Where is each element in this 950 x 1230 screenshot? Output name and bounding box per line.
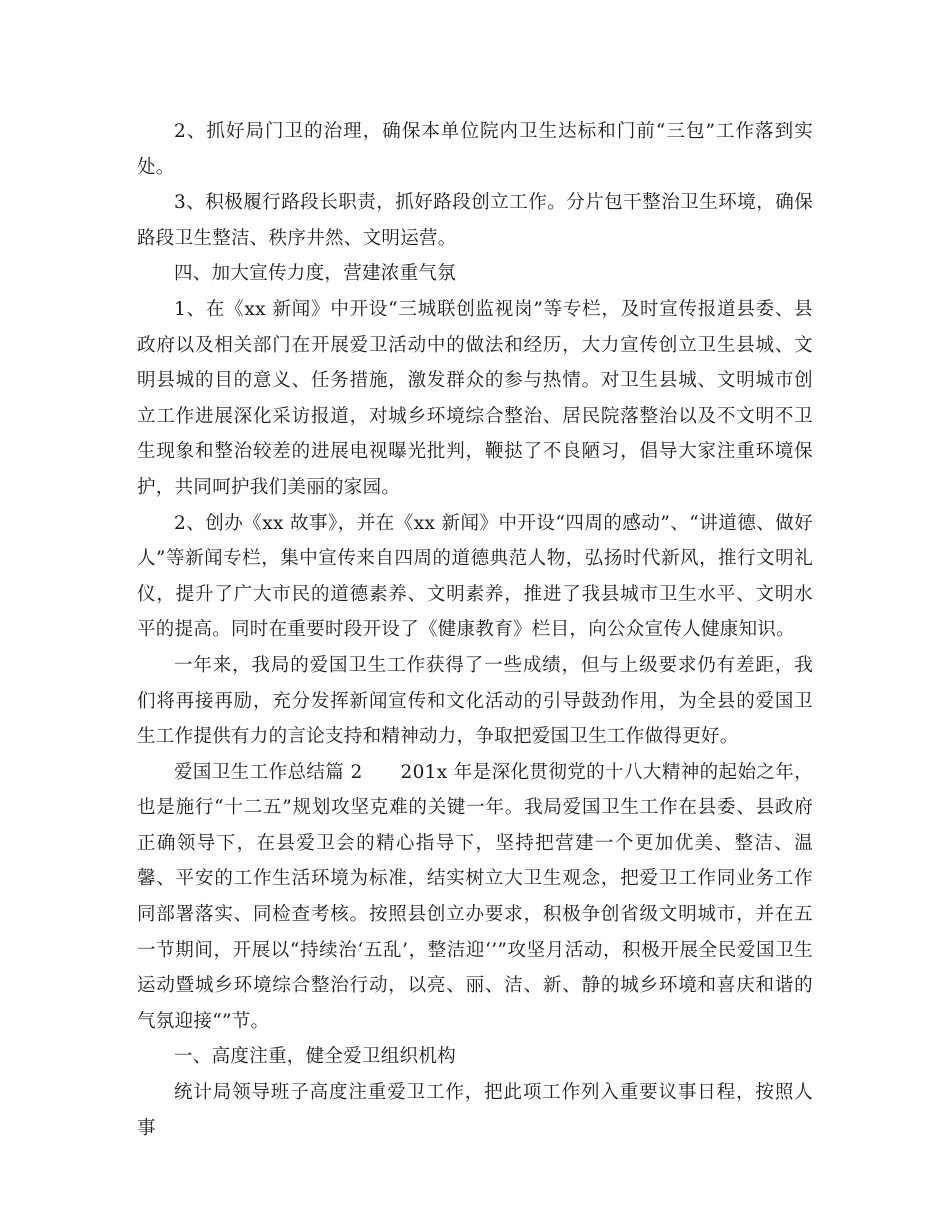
paragraph-stories: 2、创办《xx 故事》，并在《xx 新闻》中开设“四周的感动”、“讲道德、做好人”等新闻专栏，集中宣传来自四周的道德典范人物，弘扬时代新风，推行文明礼仪，提升了广大市民的道德素养、文明素养，推进了我县城市卫生水平、文明水平的提高。同时在重要时段开设了《健康教育》栏目，向公众宣传人健康知识。 — [137, 512, 813, 641]
paragraph-year-summary: 一年来，我局的爱国卫生工作获得了一些成绩，但与上级要求仍有差距，我们将再接再励，充分发挥新闻宣传和文化活动的引导鼓劲作用，为全县的爱国卫生工作提供有力的言论支持和精神动力，争取把爱国卫生工作做得更好。 — [137, 654, 813, 748]
section-heading-organization: 一、高度注重，健全爱卫组织机构 — [174, 1046, 457, 1068]
paragraph-gatekeeper: 2、抓好局门卫的治理，确保本单位院内卫生达标和门前“三包”工作落到实处。 — [137, 121, 813, 178]
paragraph-summary-part-2: 爱国卫生工作总结篇 2 201x 年是深化贯彻党的十八大精神的起始之年，也是施行“十二五”规划攻坚克难的关键一年。我局爱国卫生工作在县委、县政府正确领导下，在县爱卫会的精心指导下，坚持把营建一个更加优美、整洁、温馨、平安的工作生活环境为标准，结实树立大卫生观念，把爱卫工作同业务工作同部署落实、同检查考核。按照县创立办要求，积极争创省级文明城市，并在五一节期间，开展以“持续治‘五乱’，整洁迎‘’”攻坚月活动，积极开展全民爱国卫生运动暨城乡环境综合整治行动，以亮、丽、洁、新、静的城乡环境和喜庆和谐的气氛迎接“”节。 — [137, 761, 813, 1032]
paragraph-news-column: 1、在《xx 新闻》中开设“三城联创监视岗”等专栏，及时宣传报道县委、县政府以及相关部门在开展爱卫活动中的做法和经历，大力宣传创立卫生县城、文明县城的目的意义、任务措施，激发群众的参与热情。对卫生县城、文明城市创立工作进展深化采访报道，对城乡环境综合整治、居民院落整治以及不文明不卫生现象和整治较差的进展电视曝光批判，鞭挞了不良陋习，倡导大家注重环境保护，共同呵护我们美丽的家园。 — [137, 298, 813, 498]
paragraph-leadership: 统计局领导班子高度注重爱卫工作，把此项工作列入重要议事日程，按照人事 — [137, 1082, 813, 1139]
document-body — [137, 114, 813, 1146]
section-heading-publicity: 四、加大宣传力度，营建浓重气氛 — [174, 263, 457, 285]
paragraph-road-section: 3、积极履行路段长职责，抓好路段创立工作。分片包干整治卫生环境，确保路段卫生整洁、秩序井然、文明运营。 — [137, 192, 813, 249]
